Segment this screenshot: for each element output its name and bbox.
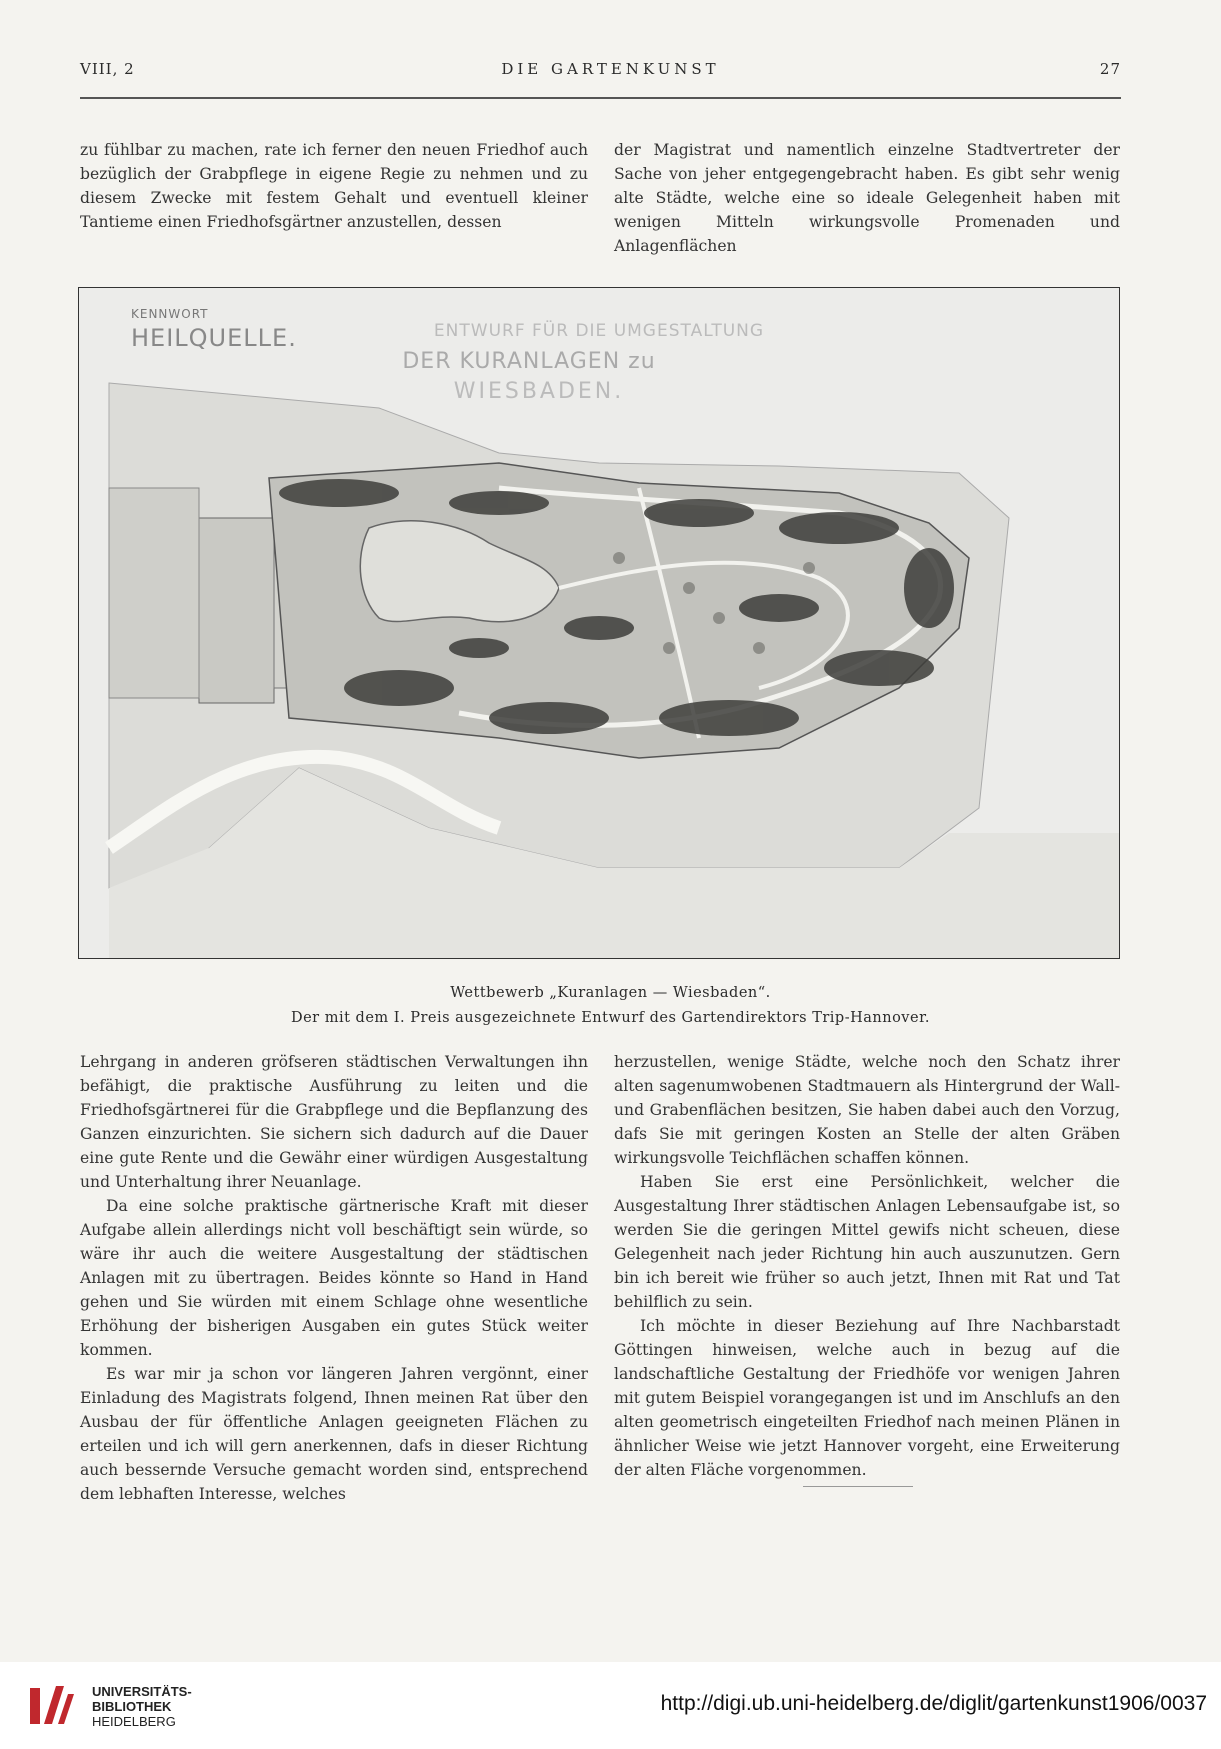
plan-kennwort: KENNWORT: [131, 307, 209, 321]
paragraph: herzustellen, wenige Städte, welche noch den Schatz ihrer alten sagenumwobenen Stadtmauern als Hintergrund der Wall- und Grabenflächen besitzen, Sie haben dabei auch den Vorzug, dafs Sie mit geringen Kosten an Stelle der alten Gräben wirkungsvolle Teichflächen schaffen können.: [614, 1053, 1120, 1167]
bottom-right-column: [614, 1050, 1120, 1482]
library-footer: [0, 1662, 1221, 1749]
paragraph: Ich möchte in dieser Beziehung auf Ihre Nachbarstadt Göttingen hinweisen, welche auch in bezug auf die landschaftliche Gestaltung der Friedhöfe vor wenigen Jahren mit gutem Beispiel vorangegangen ist und im Anschlufs an den alten geometrisch eingeteilten Friedhof nach meinen Plänen in ähnlicher Weise wie jetzt Hannover vorgeht, eine Erweiterung der alten Fläche vorgenommen.: [614, 1317, 1120, 1479]
library-name-line: UNIVERSITÄTS-: [92, 1684, 192, 1699]
header-volume: VIII, 2: [80, 60, 135, 78]
paragraph: Es war mir ja schon vor längeren Jahren vergönnt, einer Einladung des Magistrats folgend, Ihnen meinen Rat über den Ausbau der für öffentliche Anlagen geeigneten Flächen zu erteilen und ich will gern anerkennen, dafs in dieser Richtung auch bessernde Versuche gemacht worden sind, entsprechend dem lebhaften Interesse, welches: [80, 1365, 588, 1503]
park-plan-drawing: [79, 288, 1119, 958]
top-right-column: [614, 138, 1120, 258]
plan-title-line1: ENTWURF FÜR DIE UMGESTALTUNG: [433, 321, 765, 341]
paragraph: der Magistrat und namentlich einzelne Stadtvertreter der Sache von jeher entgegengebracht haben. Es gibt sehr wenig alte Städte, welche eine so ideale Gelegenheit haben mit wenigen Mitteln wirkungsvolle Promenaden und Anlagenflächen: [614, 141, 1120, 255]
header-journal-title: DIE GARTENKUNST: [501, 60, 720, 78]
paragraph: Lehrgang in anderen gröfseren städtischen Verwaltungen ihn befähigt, die praktische Ausführung zu leiten und die Friedhofsgärtnerei für die Grabpflege und die Bepflanzung des Ganzen einzurichten. Sie sichern sich dadurch auf die Dauer eine gute Rente und die Gewähr einer würdigen Ausgestaltung und Unterhaltung ihrer Neuanlage.: [80, 1053, 588, 1191]
library-name: [92, 1684, 192, 1729]
library-logo-icon: [26, 1680, 76, 1730]
figure-caption-title: Wettbewerb „Kuranlagen — Wiesbaden“.: [450, 985, 771, 1001]
plan-motto: HEILQUELLE.: [131, 324, 297, 352]
plan-title-line3: WIESBADEN.: [453, 379, 625, 404]
header-rule: [80, 97, 1121, 99]
figure-caption-credit: Der mit dem I. Preis ausgezeichnete Entwurf des Gartendirektors Trip-Hannover.: [290, 1010, 931, 1026]
paragraph: zu fühlbar zu machen, rate ich ferner den neuen Friedhof auch bezüglich der Grabpflege in eigene Regie zu nehmen und zu diesem Zwecke mit festem Gehalt und eventuell kleiner Tantieme einen Friedhofsgärtner anzustellen, dessen: [80, 141, 588, 231]
park-plan-figure: [78, 287, 1120, 959]
library-name-line: BIBLIOTHEK: [92, 1699, 172, 1714]
plan-title-line2: DER KURANLAGEN zu: [402, 349, 656, 374]
bottom-left-column: [80, 1050, 588, 1506]
library-name-line: HEIDELBERG: [92, 1714, 176, 1729]
logo-bar: [30, 1688, 40, 1724]
source-url-link[interactable]: http://digi.ub.uni-heidelberg.de/diglit/gartenkunst1906/0037: [660, 1692, 1207, 1715]
header-page-number: 27: [1099, 60, 1121, 78]
logo-slash: [58, 1694, 74, 1724]
paragraph: Da eine solche praktische gärtnerische Kraft mit dieser Aufgabe allein allerdings nicht voll beschäftigt sein würde, so wäre ihr auch die weitere Ausgestaltung der städtischen Anlagen mit zu übertragen. Beides könnte so Hand in Hand gehen und Sie würden mit einem Schlage ohne wesentliche Erhöhung der bisherigen Ausgaben ein gutes Stück weiter kommen.: [80, 1197, 588, 1359]
top-left-column: [80, 138, 588, 234]
paragraph: Haben Sie erst eine Persönlichkeit, welcher die Ausgestaltung Ihrer städtischen Anlagen Lebensaufgabe ist, so werden Sie die geringen Mittel gewifs nicht scheuen, diese Gelegenheit nach jeder Richtung hin auch auszunutzen. Gern bin ich bereit wie früher so auch jetzt, Ihnen mit Rat und Tat behilflich zu sein.: [614, 1173, 1120, 1311]
end-rule: [803, 1486, 913, 1487]
